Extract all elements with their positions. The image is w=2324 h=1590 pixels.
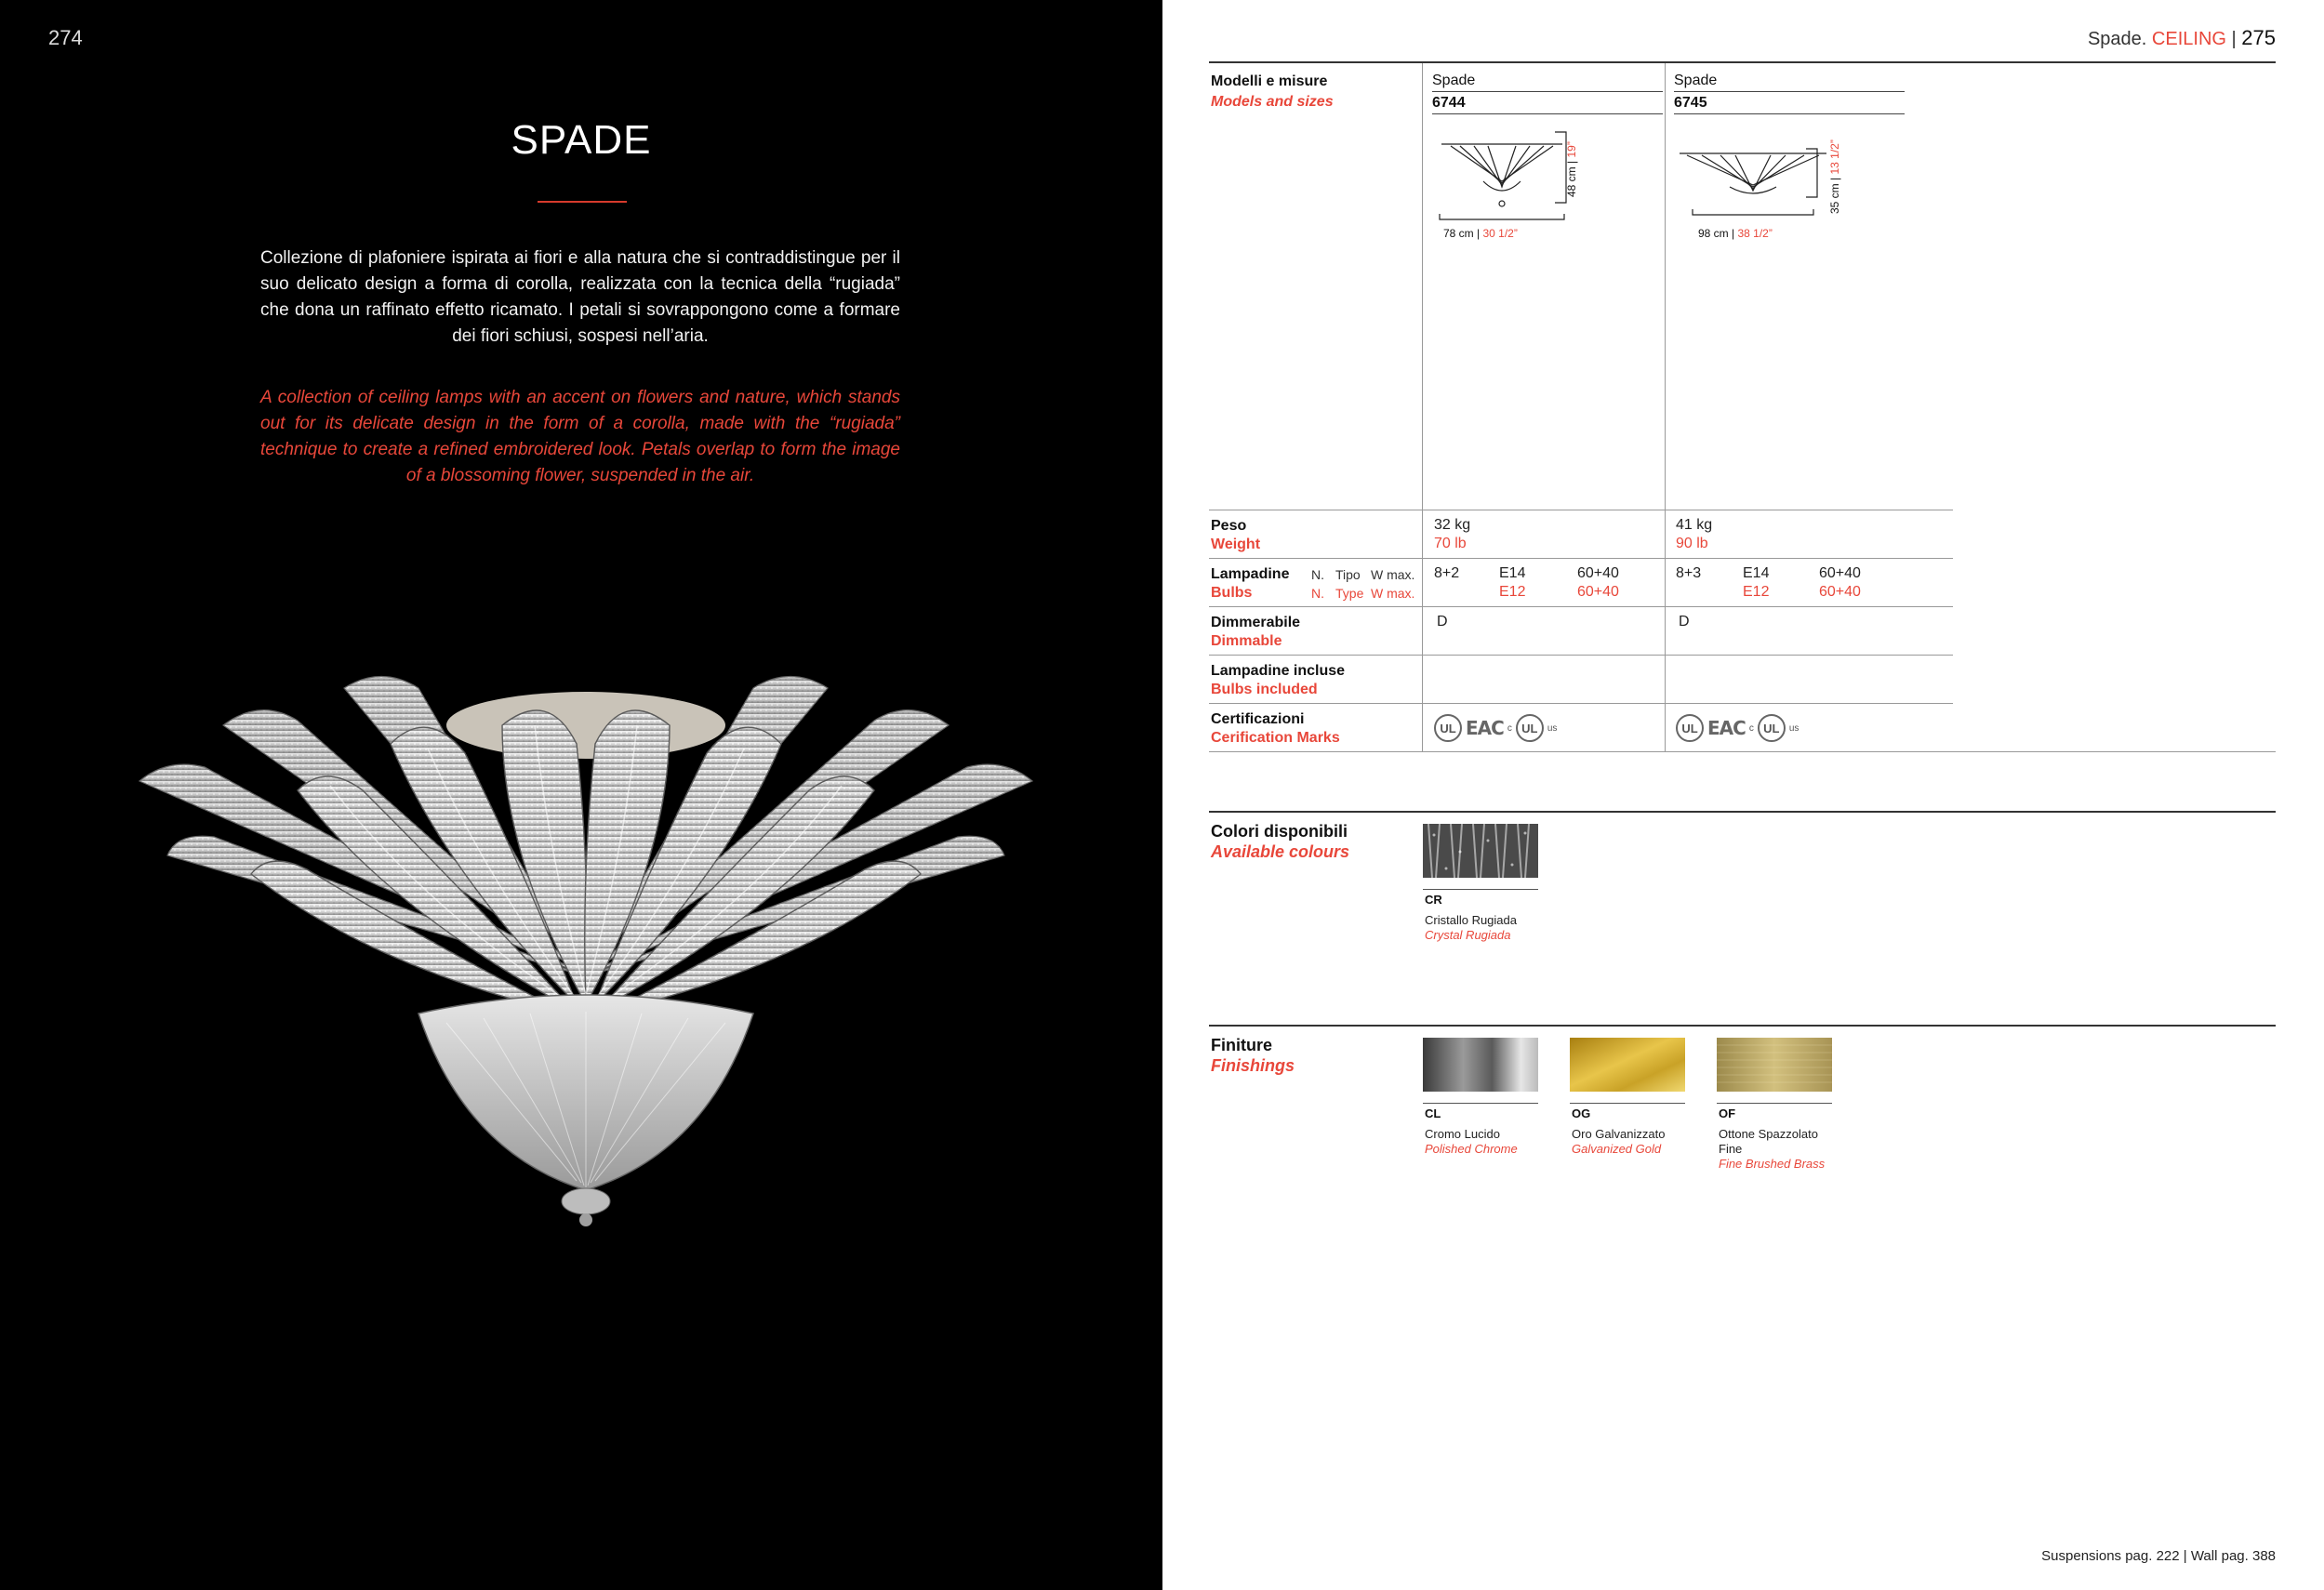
model-code: 6744 — [1432, 95, 1466, 111]
finishings-label-en: Finishings — [1211, 1056, 1295, 1075]
description-italian: Collezione di plafoniere ispirata ai fiori e alla natura che si contraddistingue per il suo delicato design a forma di corolla, realizzata con la tecnica della “rugiada” che dona un raffinato effetto ricamato. I petali si sovrappongono come a formare dei fiori schiusi, sospesi nell’aria. — [260, 248, 900, 346]
row-divider — [1209, 655, 1953, 656]
dimmable-value: D — [1437, 614, 1448, 629]
dimmable-label: Dimmerabile — [1211, 615, 1301, 630]
cul-mark-icon: UL — [1758, 714, 1786, 742]
ul-mark-icon: UL — [1434, 714, 1462, 742]
finishings-rule — [1209, 1025, 2276, 1027]
colour-name-en: Crystal Rugiada — [1425, 928, 1511, 942]
bulbs-w: 60+40 — [1819, 565, 1861, 581]
weight-label: Peso — [1211, 518, 1247, 534]
collection-title: SPADE — [511, 117, 652, 163]
included-label: Lampadine incluse — [1211, 663, 1346, 679]
model-rule — [1674, 91, 1905, 92]
header-section: CEILING — [2151, 29, 2226, 49]
finish-name-en: Fine Brushed Brass — [1719, 1157, 1826, 1171]
finish-name: Ottone Spazzolato Fine — [1719, 1127, 1818, 1156]
bulbs-sub-type: Tipo — [1335, 567, 1361, 582]
bulbs-label-en: Bulbs — [1211, 585, 1253, 601]
bulbs-sub-w: W max. — [1371, 567, 1415, 582]
models-label-en: Models and sizes — [1211, 94, 1334, 110]
column-divider — [1422, 63, 1423, 751]
row-divider — [1209, 606, 1953, 607]
header-separator: | — [2231, 29, 2237, 49]
dimmable-label-en: Dimmable — [1211, 633, 1282, 649]
models-label: Modelli e misure — [1211, 73, 1328, 89]
bulbs-sub-n: N. — [1311, 567, 1324, 582]
row-divider — [1209, 558, 1953, 559]
cross-reference-footer: Suspensions pag. 222 | Wall pag. 388 — [2041, 1548, 2276, 1564]
bulbs-w: 60+40 — [1577, 565, 1619, 581]
colour-code: CR — [1425, 893, 1442, 907]
model-6745-height-bracket — [1804, 147, 1823, 199]
swatch-rule — [1423, 1103, 1538, 1104]
title-underline — [538, 201, 627, 203]
row-divider — [1209, 751, 2276, 752]
bulbs-n: 8+2 — [1434, 565, 1460, 581]
bulbs-type: E14 — [1499, 565, 1526, 581]
model-name: Spade — [1674, 73, 1718, 88]
finishings-label: Finiture — [1211, 1036, 1272, 1054]
weight-kg: 41 kg — [1676, 517, 1713, 533]
model-code: 6745 — [1674, 95, 1707, 111]
row-divider — [1209, 703, 1953, 704]
right-page-number: 275 — [2241, 26, 2276, 49]
certs-label-en: Cerification Marks — [1211, 730, 1340, 746]
eac-mark-icon: EAC — [1466, 717, 1504, 739]
model-6744-height: 48 cm | 19” — [1565, 141, 1578, 197]
swatch-rule — [1717, 1103, 1832, 1104]
model-6744-width: 78 cm | 30 1/2” — [1443, 227, 1518, 240]
bulbs-label: Lampadine — [1211, 566, 1290, 582]
header-rule — [1209, 61, 2276, 63]
dimmable-value: D — [1679, 614, 1690, 629]
bulbs-type: E14 — [1743, 565, 1770, 581]
weight-kg: 32 kg — [1434, 517, 1471, 533]
column-divider — [1665, 63, 1666, 751]
model-6745-width: 98 cm | 38 1/2” — [1698, 227, 1773, 240]
colours-label: Colori disponibili — [1211, 822, 1348, 841]
finish-swatch-cl — [1423, 1038, 1538, 1092]
bulbs-sub-n-en: N. — [1311, 586, 1324, 601]
lamp-photo — [112, 669, 1060, 1265]
model-rule — [1432, 113, 1663, 114]
cul-mark-icon: UL — [1516, 714, 1544, 742]
weight-lb: 70 lb — [1434, 536, 1467, 551]
weight-lb: 90 lb — [1676, 536, 1708, 551]
colour-swatch-cr — [1423, 824, 1538, 878]
model-rule — [1432, 91, 1663, 92]
swatch-rule — [1570, 1103, 1685, 1104]
bulbs-sub-type-en: Type — [1335, 586, 1364, 601]
ul-mark-icon: UL — [1676, 714, 1704, 742]
finish-swatch-of — [1717, 1038, 1832, 1092]
weight-label-en: Weight — [1211, 537, 1261, 552]
colour-name: Cristallo Rugiada — [1425, 913, 1517, 927]
eac-mark-icon: EAC — [1707, 717, 1746, 739]
colours-label-en: Available colours — [1211, 842, 1350, 861]
certs-label: Certificazioni — [1211, 711, 1305, 727]
finish-name: Cromo Lucido — [1425, 1127, 1500, 1141]
included-label-en: Bulbs included — [1211, 682, 1318, 697]
bulbs-type-en: E12 — [1499, 584, 1526, 600]
finish-name-en: Polished Chrome — [1425, 1142, 1518, 1156]
model-rule — [1674, 113, 1905, 114]
colours-rule — [1209, 811, 2276, 813]
finish-code: OG — [1572, 1106, 1591, 1120]
right-page — [1162, 0, 2324, 1590]
bulbs-w-en: 60+40 — [1819, 584, 1861, 600]
swatch-rule — [1423, 889, 1538, 890]
finish-name: Oro Galvanizzato — [1572, 1127, 1666, 1141]
model-6744-drawing — [1432, 126, 1572, 228]
bulbs-sub-w-en: W max. — [1371, 586, 1415, 601]
finish-name-en: Galvanized Gold — [1572, 1142, 1662, 1156]
finish-code: OF — [1719, 1106, 1736, 1120]
bulbs-type-en: E12 — [1743, 584, 1770, 600]
cert-marks: UL EAC c UL us — [1676, 714, 1799, 742]
running-header — [2088, 26, 2276, 50]
cert-marks: UL EAC c UL us — [1434, 714, 1557, 742]
model-name: Spade — [1432, 73, 1476, 88]
left-page-number: 274 — [48, 26, 83, 49]
model-6745-height: 35 cm | 13 1/2” — [1828, 139, 1841, 214]
finish-code: CL — [1425, 1106, 1441, 1120]
bulbs-n: 8+3 — [1676, 565, 1702, 581]
header-collection: Spade. — [2087, 29, 2147, 49]
bulbs-w-en: 60+40 — [1577, 584, 1619, 600]
finish-swatch-og — [1570, 1038, 1685, 1092]
description-english: A collection of ceiling lamps with an accent on flowers and nature, which stands out for its delicate design in the form of a corolla, made with the “rugiada” technique to create a refined embroidered look. Petals overlap to form the image of a blossoming flower, suspended in the air. — [260, 388, 900, 485]
